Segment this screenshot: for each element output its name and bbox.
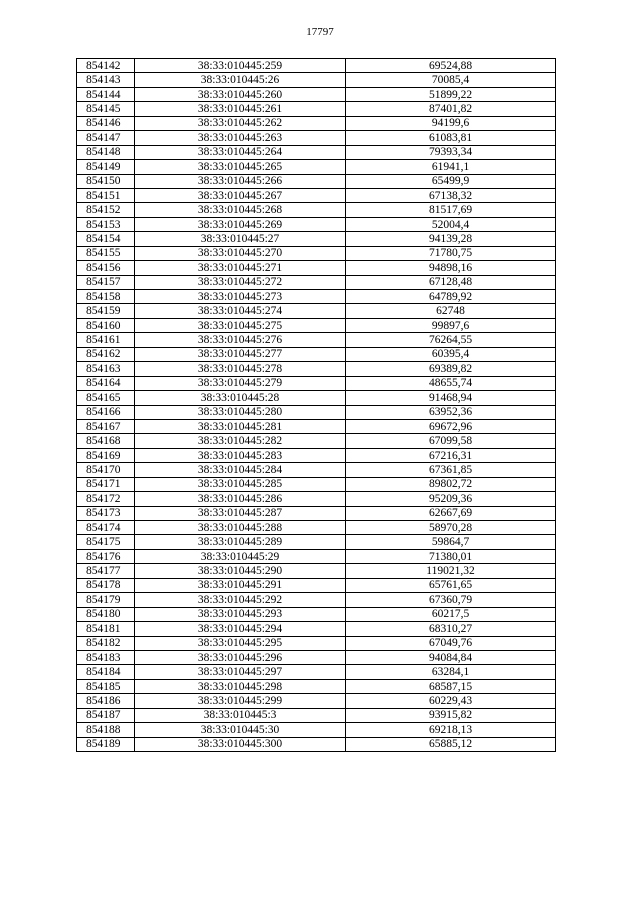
table-row: [77, 188, 556, 202]
table-row: [77, 506, 556, 520]
cadastral-number-cell: 38:33:010445:280: [135, 405, 346, 419]
value-cell: 71780,75: [346, 246, 556, 260]
cadastral-number-cell: 38:33:010445:295: [135, 636, 346, 650]
cadastral-number-cell: 38:33:010445:285: [135, 477, 346, 491]
cadastral-number-cell: 38:33:010445:265: [135, 160, 346, 174]
table-row: [77, 521, 556, 535]
value-cell: 94898,16: [346, 261, 556, 275]
value-cell: 59864,7: [346, 535, 556, 549]
cadastral-number-cell: 38:33:010445:286: [135, 492, 346, 506]
cadastral-number-cell: 38:33:010445:272: [135, 275, 346, 289]
value-cell: 62667,69: [346, 506, 556, 520]
value-cell: 70085,4: [346, 73, 556, 87]
row-id-cell: 854157: [77, 275, 135, 289]
row-id-cell: 854173: [77, 506, 135, 520]
table-row: [77, 246, 556, 260]
row-id-cell: 854152: [77, 203, 135, 217]
row-id-cell: 854143: [77, 73, 135, 87]
table-row: [77, 419, 556, 433]
cadastral-number-cell: 38:33:010445:269: [135, 217, 346, 231]
row-id-cell: 854145: [77, 102, 135, 116]
table-body: [77, 59, 556, 752]
row-id-cell: 854182: [77, 636, 135, 650]
cadastral-number-cell: 38:33:010445:287: [135, 506, 346, 520]
value-cell: 71380,01: [346, 549, 556, 563]
table-row: [77, 347, 556, 361]
row-id-cell: 854183: [77, 650, 135, 664]
table-row: [77, 87, 556, 101]
row-id-cell: 854144: [77, 87, 135, 101]
table-row: [77, 59, 556, 73]
value-cell: 87401,82: [346, 102, 556, 116]
value-cell: 61083,81: [346, 131, 556, 145]
value-cell: 99897,6: [346, 318, 556, 332]
value-cell: 63952,36: [346, 405, 556, 419]
cadastral-number-cell: 38:33:010445:267: [135, 188, 346, 202]
table-row: [77, 434, 556, 448]
row-id-cell: 854181: [77, 622, 135, 636]
table-row: [77, 405, 556, 419]
table-row: [77, 708, 556, 722]
row-id-cell: 854165: [77, 391, 135, 405]
table-row: [77, 116, 556, 130]
row-id-cell: 854155: [77, 246, 135, 260]
value-cell: 67099,58: [346, 434, 556, 448]
cadastral-number-cell: 38:33:010445:294: [135, 622, 346, 636]
row-id-cell: 854171: [77, 477, 135, 491]
value-cell: 58970,28: [346, 521, 556, 535]
table-row: [77, 607, 556, 621]
cadastral-number-cell: 38:33:010445:300: [135, 737, 346, 751]
row-id-cell: 854189: [77, 737, 135, 751]
row-id-cell: 854161: [77, 333, 135, 347]
value-cell: 119021,32: [346, 564, 556, 578]
cadastral-number-cell: 38:33:010445:296: [135, 650, 346, 664]
cadastral-number-cell: 38:33:010445:282: [135, 434, 346, 448]
cadastral-number-cell: 38:33:010445:278: [135, 362, 346, 376]
cadastral-number-cell: 38:33:010445:30: [135, 723, 346, 737]
value-cell: 48655,74: [346, 376, 556, 390]
table-row: [77, 174, 556, 188]
value-cell: 94084,84: [346, 650, 556, 664]
value-cell: 76264,55: [346, 333, 556, 347]
cadastral-number-cell: 38:33:010445:290: [135, 564, 346, 578]
row-id-cell: 854186: [77, 694, 135, 708]
row-id-cell: 854160: [77, 318, 135, 332]
cadastral-number-cell: 38:33:010445:298: [135, 679, 346, 693]
table-row: [77, 318, 556, 332]
row-id-cell: 854170: [77, 463, 135, 477]
cadastral-number-cell: 38:33:010445:266: [135, 174, 346, 188]
cadastral-number-cell: 38:33:010445:28: [135, 391, 346, 405]
row-id-cell: 854168: [77, 434, 135, 448]
cadastral-number-cell: 38:33:010445:29: [135, 549, 346, 563]
table-row: [77, 391, 556, 405]
table-row: [77, 304, 556, 318]
cadastral-number-cell: 38:33:010445:273: [135, 290, 346, 304]
cadastral-number-cell: 38:33:010445:293: [135, 607, 346, 621]
table-row: [77, 333, 556, 347]
cadastral-number-cell: 38:33:010445:292: [135, 593, 346, 607]
row-id-cell: 854177: [77, 564, 135, 578]
value-cell: 79393,34: [346, 145, 556, 159]
row-id-cell: 854148: [77, 145, 135, 159]
value-cell: 68587,15: [346, 679, 556, 693]
row-id-cell: 854151: [77, 188, 135, 202]
row-id-cell: 854180: [77, 607, 135, 621]
cadastral-number-cell: 38:33:010445:279: [135, 376, 346, 390]
value-cell: 67049,76: [346, 636, 556, 650]
cadastral-number-cell: 38:33:010445:281: [135, 419, 346, 433]
table-row: [77, 535, 556, 549]
row-id-cell: 854184: [77, 665, 135, 679]
table-row: [77, 448, 556, 462]
table-row: [77, 650, 556, 664]
row-id-cell: 854163: [77, 362, 135, 376]
row-id-cell: 854146: [77, 116, 135, 130]
table-row: [77, 131, 556, 145]
table-row: [77, 593, 556, 607]
row-id-cell: 854147: [77, 131, 135, 145]
row-id-cell: 854176: [77, 549, 135, 563]
value-cell: 81517,69: [346, 203, 556, 217]
row-id-cell: 854174: [77, 521, 135, 535]
value-cell: 69672,96: [346, 419, 556, 433]
value-cell: 67128,48: [346, 275, 556, 289]
value-cell: 60229,43: [346, 694, 556, 708]
table-row: [77, 290, 556, 304]
value-cell: 68310,27: [346, 622, 556, 636]
cadastral-number-cell: 38:33:010445:271: [135, 261, 346, 275]
value-cell: 67361,85: [346, 463, 556, 477]
row-id-cell: 854179: [77, 593, 135, 607]
cadastral-number-cell: 38:33:010445:297: [135, 665, 346, 679]
cadastral-number-cell: 38:33:010445:275: [135, 318, 346, 332]
cadastral-number-cell: 38:33:010445:288: [135, 521, 346, 535]
cadastral-number-cell: 38:33:010445:27: [135, 232, 346, 246]
row-id-cell: 854159: [77, 304, 135, 318]
cadastral-number-cell: 38:33:010445:299: [135, 694, 346, 708]
cadastral-number-cell: 38:33:010445:263: [135, 131, 346, 145]
row-id-cell: 854149: [77, 160, 135, 174]
value-cell: 67360,79: [346, 593, 556, 607]
cadastral-number-cell: 38:33:010445:270: [135, 246, 346, 260]
row-id-cell: 854185: [77, 679, 135, 693]
table-row: [77, 145, 556, 159]
value-cell: 89802,72: [346, 477, 556, 491]
row-id-cell: 854158: [77, 290, 135, 304]
table-row: [77, 261, 556, 275]
table-row: [77, 549, 556, 563]
value-cell: 69524,88: [346, 59, 556, 73]
table-row: [77, 376, 556, 390]
value-cell: 65499,9: [346, 174, 556, 188]
table-row: [77, 636, 556, 650]
cadastral-number-cell: 38:33:010445:284: [135, 463, 346, 477]
table-row: [77, 578, 556, 592]
value-cell: 93915,82: [346, 708, 556, 722]
cadastral-number-cell: 38:33:010445:268: [135, 203, 346, 217]
cadastral-number-cell: 38:33:010445:277: [135, 347, 346, 361]
cadastral-number-cell: 38:33:010445:3: [135, 708, 346, 722]
value-cell: 52004,4: [346, 217, 556, 231]
cadastral-table: [76, 58, 556, 752]
value-cell: 60217,5: [346, 607, 556, 621]
table-row: [77, 723, 556, 737]
table-row: [77, 232, 556, 246]
cadastral-number-cell: 38:33:010445:259: [135, 59, 346, 73]
cadastral-number-cell: 38:33:010445:264: [135, 145, 346, 159]
value-cell: 67138,32: [346, 188, 556, 202]
table-row: [77, 564, 556, 578]
value-cell: 51899,22: [346, 87, 556, 101]
value-cell: 95209,36: [346, 492, 556, 506]
table-row: [77, 73, 556, 87]
cadastral-number-cell: 38:33:010445:276: [135, 333, 346, 347]
table-row: [77, 665, 556, 679]
table-row: [77, 160, 556, 174]
row-id-cell: 854166: [77, 405, 135, 419]
value-cell: 91468,94: [346, 391, 556, 405]
row-id-cell: 854169: [77, 448, 135, 462]
page-number: 17797: [306, 26, 334, 38]
table-row: [77, 362, 556, 376]
table-row: [77, 492, 556, 506]
cadastral-number-cell: 38:33:010445:260: [135, 87, 346, 101]
cadastral-number-cell: 38:33:010445:262: [135, 116, 346, 130]
row-id-cell: 854172: [77, 492, 135, 506]
table-row: [77, 477, 556, 491]
table-row: [77, 203, 556, 217]
cadastral-number-cell: 38:33:010445:26: [135, 73, 346, 87]
row-id-cell: 854188: [77, 723, 135, 737]
cadastral-number-cell: 38:33:010445:291: [135, 578, 346, 592]
row-id-cell: 854164: [77, 376, 135, 390]
row-id-cell: 854154: [77, 232, 135, 246]
row-id-cell: 854150: [77, 174, 135, 188]
value-cell: 67216,31: [346, 448, 556, 462]
cadastral-number-cell: 38:33:010445:289: [135, 535, 346, 549]
cadastral-number-cell: 38:33:010445:261: [135, 102, 346, 116]
value-cell: 69218,13: [346, 723, 556, 737]
table-row: [77, 463, 556, 477]
value-cell: 64789,92: [346, 290, 556, 304]
value-cell: 60395,4: [346, 347, 556, 361]
cadastral-number-cell: 38:33:010445:283: [135, 448, 346, 462]
value-cell: 61941,1: [346, 160, 556, 174]
table-row: [77, 622, 556, 636]
row-id-cell: 854178: [77, 578, 135, 592]
value-cell: 65885,12: [346, 737, 556, 751]
table-row: [77, 217, 556, 231]
row-id-cell: 854175: [77, 535, 135, 549]
row-id-cell: 854142: [77, 59, 135, 73]
value-cell: 65761,65: [346, 578, 556, 592]
row-id-cell: 854162: [77, 347, 135, 361]
value-cell: 94139,28: [346, 232, 556, 246]
table-row: [77, 275, 556, 289]
row-id-cell: 854187: [77, 708, 135, 722]
value-cell: 94199,6: [346, 116, 556, 130]
row-id-cell: 854167: [77, 419, 135, 433]
row-id-cell: 854153: [77, 217, 135, 231]
table-row: [77, 694, 556, 708]
cadastral-number-cell: 38:33:010445:274: [135, 304, 346, 318]
value-cell: 69389,82: [346, 362, 556, 376]
value-cell: 62748: [346, 304, 556, 318]
table-row: [77, 679, 556, 693]
value-cell: 63284,1: [346, 665, 556, 679]
row-id-cell: 854156: [77, 261, 135, 275]
table-row: [77, 737, 556, 751]
table-row: [77, 102, 556, 116]
